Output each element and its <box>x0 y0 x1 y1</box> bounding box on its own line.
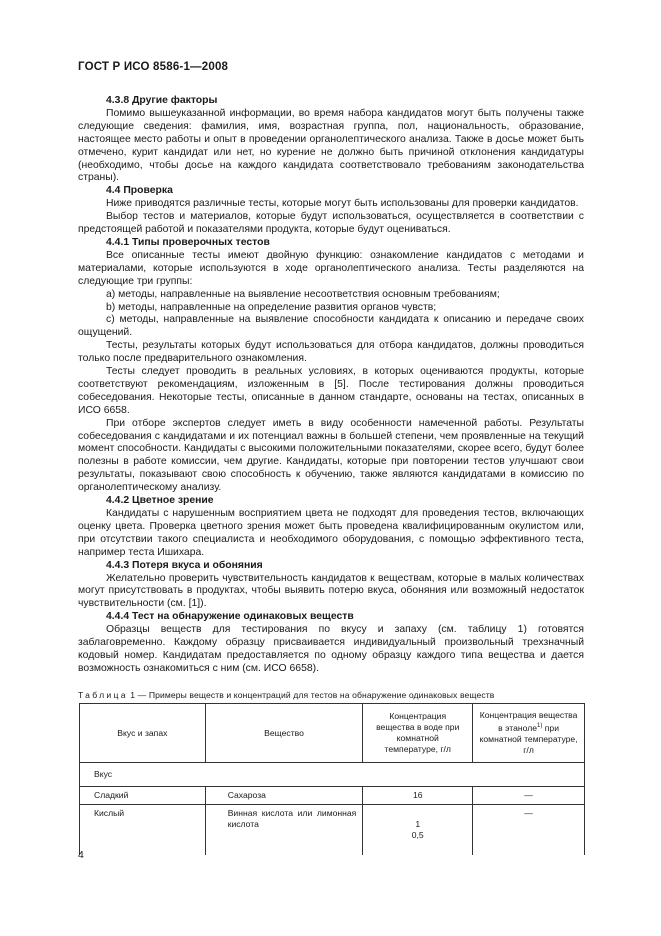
table-caption <box>78 690 494 700</box>
paragraph: При отборе экспертов следует иметь в виду особенности намеченной работы. Результаты собеседования с кандидатами и их потенциал важны в большей степени, чем проявленные на текущий момент способности. Кандидаты с высокими положительными показателями, скорее всего, будут более полезны в работе комиссии, чем другие. Кандидаты, которые при повторении тестов улучшают свои результаты, показывают свою способность к обучению, также являются кандидатами в комиссию по органолептическому анализу. <box>78 417 584 494</box>
cell-water <box>363 805 473 855</box>
table-caption-label: Таблица <box>78 690 128 700</box>
section-heading: 4.4.2 Цветное зрение <box>106 495 214 507</box>
paragraph: Желательно проверить чувствительность кандидатов к веществам, которые в малых количествах могут присутствовать в продуктах, чтобы выявить потерю вкуса, обоняния или возможный недостаток чувствительности (см. [1]). <box>78 572 584 610</box>
page-number: 4 <box>78 850 84 861</box>
paragraph: Помимо вышеуказанной информации, во время набора кандидатов могут быть получены также следующие сведения: фамилия, имя, возрастная группа, пол, национальность, образование, настоящее место работы и опыт в проведении органолептического анализа. Также в досье может быть отмечено, курит кандидат или нет, но курение не должно быть причиной отклонения кандидатуры (необходимо, чтобы досье на каждого кандидата соответствовало требованиям законодательства страны). <box>78 107 584 184</box>
table-section-row <box>80 763 585 787</box>
paragraph: Все описанные тесты имеют двойную функцию: ознакомление кандидатов с методами и материалами, которые используются в ходе органолептического анализа. Тесты разделяются на следующие три группы: <box>78 249 584 287</box>
cell-taste: Кислый <box>80 805 206 855</box>
paragraph: Кандидаты с нарушенным восприятием цвета не подходят для проведения тестов, включающих оценку цвета. Проверка цветного зрения может быть проведена квалифицированным окулистом или, при отсутствии такого специалиста и необходимого оборудования, с помощью эффективного теста, например теста Ишихара. <box>78 508 584 558</box>
cell-ethanol: — <box>473 787 585 805</box>
footnote-mark: 1) <box>537 723 543 730</box>
document-header: ГОСТ Р ИСО 8586-1—2008 <box>78 61 229 73</box>
cell-taste: Сладкий <box>80 787 206 805</box>
col-header-taste: Вкус и запах <box>80 704 206 763</box>
section-heading: 4.4 Проверка <box>106 185 173 197</box>
col-header-ethanol-text-2: при комнатной температуре, г/л <box>479 722 578 755</box>
col-header-water: Концентрация вещества в воде при комнатной температуре, г/л <box>363 704 473 763</box>
cell-substance: Винная кислота или лимонная кислота <box>205 805 363 855</box>
paragraph: Образцы веществ для тестирования по вкусу и запаху (см. таблицу 1) готовятся заблаговременно. Каждому образцу присваивается индивидуальный произвольный трехзначный кодовый номер. Кандидатам предоставляется по одному образцу каждого типа вещества и дается возможность ознакомиться с ним (см. ИСО 6658). <box>78 624 584 674</box>
cell-water: 16 <box>363 787 473 805</box>
cell-ethanol: — <box>473 805 585 855</box>
table-row <box>80 787 585 805</box>
section-heading: 4.4.1 Типы проверочных тестов <box>106 236 270 248</box>
col-header-ethanol-text: Концентрация вещества в этаноле <box>479 710 578 733</box>
section-heading: 4.3.8 Другие факторы <box>106 95 218 106</box>
substances-table <box>79 703 585 855</box>
table-caption-title: 1 — Примеры веществ и концентраций для тестов на обнаружение одинаковых веществ <box>127 690 495 700</box>
col-header-ethanol <box>473 704 585 763</box>
paragraph: Выбор тестов и материалов, которые будут использоваться, осуществляется в соответствии с предстоящей работой и показателями продукта, которые будут оцениваться. <box>78 211 584 236</box>
cell-water-value-1: 1 <box>415 819 421 829</box>
section-heading: 4.4.4 Тест на обнаружение одинаковых веществ <box>106 611 354 623</box>
section-heading: 4.4.3 Потеря вкуса и обоняния <box>106 559 263 571</box>
cell-water-value-2: 0,5 <box>411 830 424 840</box>
body-text <box>78 95 584 676</box>
paragraph: Тесты, результаты которых будут использоваться для отбора кандидатов, должны проводиться только после предварительного ознакомления. <box>78 340 584 365</box>
paragraph: c) методы, направленные на выявление способности кандидата к описанию и передаче своих ощущений. <box>78 314 584 339</box>
paragraph: Тесты следует проводить в реальных условиях, в которых оцениваются продукты, которые соответствуют рекомендациям, изложенным в [5]. После тестирования должны проводиться собеседования. Некоторые тесты, описанные в данном стандарте, основаны на тестах, описанных в ИСО 6658. <box>78 366 584 416</box>
col-header-substance: Вещество <box>205 704 363 763</box>
paragraph: a) методы, направленные на выявление несоответствия основным требованиям; <box>106 288 500 300</box>
paragraph: b) методы, направленные на определение развития органов чувств; <box>106 301 437 313</box>
section-label: Вкус <box>80 763 585 787</box>
paragraph: Ниже приводятся различные тесты, которые могут быть использованы для проверки кандидатов. <box>106 198 579 210</box>
table-row <box>80 805 585 855</box>
table-header-row <box>80 704 585 763</box>
cell-substance: Сахароза <box>205 787 363 805</box>
